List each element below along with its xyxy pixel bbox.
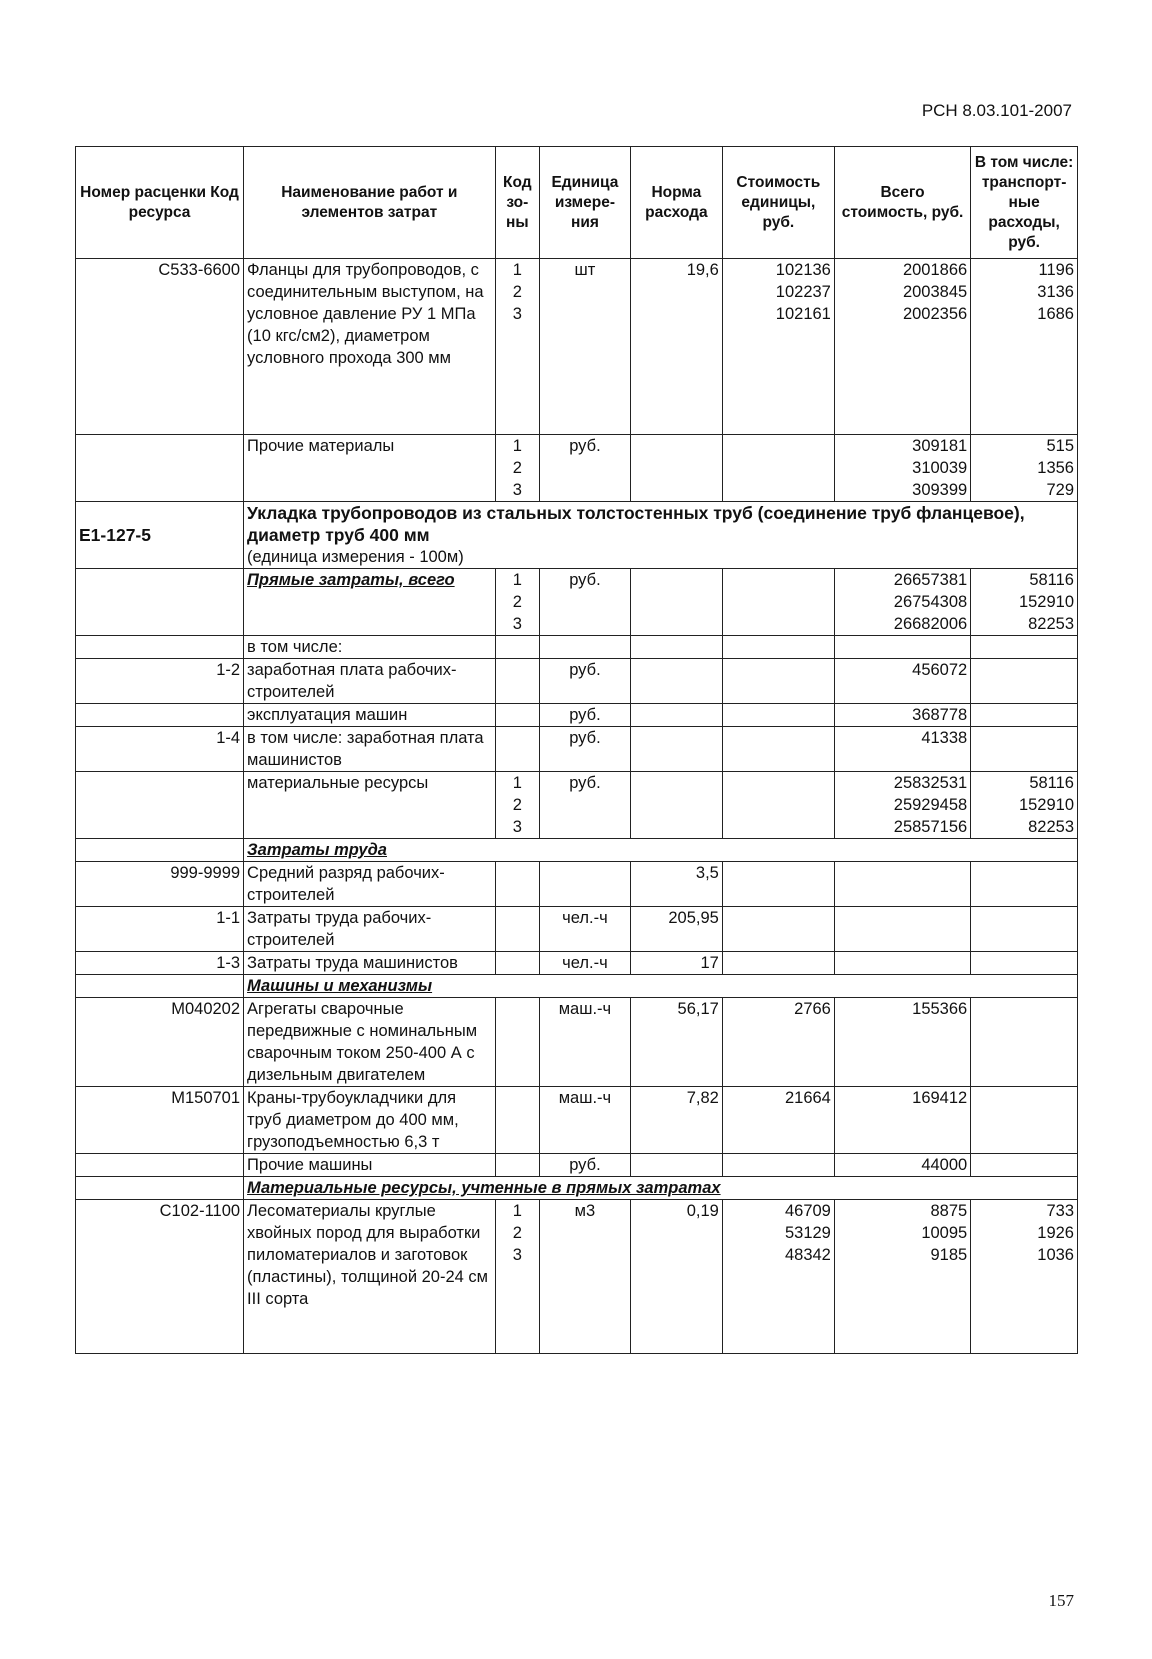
resource-code: 1-1: [76, 907, 244, 952]
norm: 19,6: [630, 259, 722, 435]
rate-measure: (единица измерения - 100м): [247, 548, 464, 566]
resource-code: С102-1100: [76, 1200, 244, 1354]
table-row: [76, 772, 1078, 839]
unit: руб.: [539, 772, 630, 839]
unit-prices: [722, 569, 834, 636]
total-costs: [834, 907, 970, 952]
unit: маш.-ч: [539, 1087, 630, 1154]
norm: [630, 636, 722, 659]
unit: руб.: [539, 435, 630, 502]
zone-codes: 1 2 3: [495, 569, 539, 636]
resource-code: [76, 772, 244, 839]
unit: руб.: [539, 727, 630, 772]
zone-codes: 1 2 3: [495, 1200, 539, 1354]
total-costs: 8875 10095 9185: [834, 1200, 970, 1354]
rate-code: Е1-127-5: [76, 502, 244, 569]
zone-codes: 1 2 3: [495, 772, 539, 839]
table-row: [76, 1154, 1078, 1177]
table-row: [76, 704, 1078, 727]
total-costs: 456072: [834, 659, 970, 704]
unit: [539, 636, 630, 659]
col-header-code: Номер расценки Код ресурса: [76, 147, 244, 259]
transport-costs: 733 1926 1036: [971, 1200, 1078, 1354]
zone-codes: [495, 998, 539, 1087]
table-row: [76, 659, 1078, 704]
resource-code: [76, 975, 244, 998]
section-title-machines: Машины и механизмы: [244, 975, 1078, 998]
zone-codes: [495, 1087, 539, 1154]
zone-codes: 1 2 3: [495, 435, 539, 502]
norm: [630, 727, 722, 772]
section-row: [76, 839, 1078, 862]
total-costs: 2001866 2003845 2002356: [834, 259, 970, 435]
table-row: [76, 1200, 1078, 1354]
unit-price: 2766: [722, 998, 834, 1087]
table-row: [76, 435, 1078, 502]
unit-prices: [722, 1154, 834, 1177]
zone-codes: [495, 862, 539, 907]
resource-code: [76, 636, 244, 659]
unit-prices: 102136 102237 102161: [722, 259, 834, 435]
resource-name: Затраты труда рабочих-строителей: [244, 907, 496, 952]
col-header-total: Всего стоимость, руб.: [834, 147, 970, 259]
resource-code: 1-3: [76, 952, 244, 975]
section-title-labor: Затраты труда: [244, 839, 1078, 862]
resource-code: [76, 839, 244, 862]
resource-code: М040202: [76, 998, 244, 1087]
unit: [539, 862, 630, 907]
resource-name: Средний разряд рабочих-строителей: [244, 862, 496, 907]
section-row: [76, 1177, 1078, 1200]
transport-costs: 58116 152910 82253: [971, 772, 1078, 839]
unit-prices: [722, 727, 834, 772]
resource-code: [76, 569, 244, 636]
resource-code: М150701: [76, 1087, 244, 1154]
total-costs: [834, 862, 970, 907]
unit: шт: [539, 259, 630, 435]
col-header-norm: Норма расхода: [630, 147, 722, 259]
table-row: [76, 1087, 1078, 1154]
zone-codes: [495, 659, 539, 704]
resource-name: эксплуатация машин: [244, 704, 496, 727]
document-code: РСН 8.03.101-2007: [921, 101, 1072, 120]
resource-code: 1-4: [76, 727, 244, 772]
norm: [630, 704, 722, 727]
table-header-row: [76, 147, 1078, 259]
unit: руб.: [539, 704, 630, 727]
table-row: [76, 998, 1078, 1087]
norm: 0,19: [630, 1200, 722, 1354]
transport-costs: [971, 998, 1078, 1087]
section-row: [76, 975, 1078, 998]
total-costs: 41338: [834, 727, 970, 772]
table-row: [76, 727, 1078, 772]
norm: 17: [630, 952, 722, 975]
transport-costs: [971, 704, 1078, 727]
col-header-unit: Единица измере-ния: [539, 147, 630, 259]
table-row: [76, 569, 1078, 636]
norm: [630, 1154, 722, 1177]
total-costs: 25832531 25929458 25857156: [834, 772, 970, 839]
unit: маш.-ч: [539, 998, 630, 1087]
total-costs: 26657381 26754308 26682006: [834, 569, 970, 636]
table-row: [76, 636, 1078, 659]
resource-name: материальные ресурсы: [244, 772, 496, 839]
unit: руб.: [539, 569, 630, 636]
norm: [630, 569, 722, 636]
table-row: [76, 952, 1078, 975]
unit-prices: [722, 907, 834, 952]
norm: 56,17: [630, 998, 722, 1087]
total-cost: 44000: [834, 1154, 970, 1177]
transport-costs: [971, 727, 1078, 772]
unit: чел.-ч: [539, 952, 630, 975]
unit: м3: [539, 1200, 630, 1354]
unit-prices: [722, 862, 834, 907]
transport-costs: [971, 636, 1078, 659]
transport-costs: [971, 1087, 1078, 1154]
unit-prices: [722, 435, 834, 502]
resource-name: Агрегаты сварочные передвижные с номинальным сварочным током 250-400 А с дизельным двигателем: [244, 998, 496, 1087]
norm: 7,82: [630, 1087, 722, 1154]
zone-codes: 1 2 3: [495, 259, 539, 435]
unit: руб.: [539, 659, 630, 704]
total-costs: [834, 636, 970, 659]
transport-costs: 58116 152910 82253: [971, 569, 1078, 636]
zone-codes: [495, 1154, 539, 1177]
zone-codes: [495, 907, 539, 952]
norm: [630, 659, 722, 704]
unit-prices: [722, 704, 834, 727]
transport-costs: 515 1356 729: [971, 435, 1078, 502]
zone-codes: [495, 952, 539, 975]
norm: 205,95: [630, 907, 722, 952]
transport-costs: 1196 3136 1686: [971, 259, 1078, 435]
transport-costs: [971, 907, 1078, 952]
total-costs: 368778: [834, 704, 970, 727]
rate-description: [244, 502, 1078, 569]
total-cost: 155366: [834, 998, 970, 1087]
resource-name: Краны-трубоукладчики для труб диаметром до 400 мм, грузоподъемностью 6,3 т: [244, 1087, 496, 1154]
transport-costs: [971, 659, 1078, 704]
page-number: 157: [1048, 1591, 1074, 1610]
resource-code: С533-6600: [76, 259, 244, 435]
total-cost: 169412: [834, 1087, 970, 1154]
zone-codes: [495, 727, 539, 772]
resource-code: 1-2: [76, 659, 244, 704]
table-row: [76, 907, 1078, 952]
direct-costs-label: Прямые затраты, всего: [244, 569, 496, 636]
resource-name: Затраты труда машинистов: [244, 952, 496, 975]
transport-costs: [971, 862, 1078, 907]
resource-code: [76, 1177, 244, 1200]
zone-codes: [495, 704, 539, 727]
unit-prices: [722, 952, 834, 975]
resource-name: Прочие материалы: [244, 435, 496, 502]
rate-heading-row: [76, 502, 1078, 569]
rate-title: Укладка трубопроводов из стальных толстостенных труб (соединение труб фланцевое), диаметр труб 400 мм: [247, 503, 1025, 545]
col-header-zone: Код зо-ны: [495, 147, 539, 259]
resource-name: Прочие машины: [244, 1154, 496, 1177]
col-header-transport: В том числе: транспорт-ные расходы, руб.: [971, 147, 1078, 259]
unit-prices: 46709 53129 48342: [722, 1200, 834, 1354]
resource-name: Фланцы для трубопроводов, с соединительным выступом, на условное давление РУ 1 МПа (10 кгс/см2), диаметром условного прохода 300 мм: [244, 259, 496, 435]
norm: [630, 435, 722, 502]
rates-table: [75, 146, 1078, 1354]
resource-name: заработная плата рабочих-строителей: [244, 659, 496, 704]
table-row: [76, 862, 1078, 907]
transport-costs: [971, 1154, 1078, 1177]
col-header-name: Наименование работ и элементов затрат: [244, 147, 496, 259]
section-title-materials: Материальные ресурсы, учтенные в прямых затратах: [244, 1177, 1078, 1200]
unit: руб.: [539, 1154, 630, 1177]
col-header-price: Стоимость единицы, руб.: [722, 147, 834, 259]
unit-prices: [722, 636, 834, 659]
transport-costs: [971, 952, 1078, 975]
norm: [630, 772, 722, 839]
total-costs: 309181 310039 309399: [834, 435, 970, 502]
resource-name: Лесоматериалы круглые хвойных пород для выработки пиломатериалов и заготовок (пластины), толщиной 20-24 см III сорта: [244, 1200, 496, 1354]
unit-prices: [722, 659, 834, 704]
resource-name: в том числе: заработная плата машинистов: [244, 727, 496, 772]
total-costs: [834, 952, 970, 975]
resource-code: 999-9999: [76, 862, 244, 907]
resource-code: [76, 704, 244, 727]
unit-price: 21664: [722, 1087, 834, 1154]
zone-codes: [495, 636, 539, 659]
unit-prices: [722, 772, 834, 839]
norm: 3,5: [630, 862, 722, 907]
resource-code: [76, 435, 244, 502]
resource-code: [76, 1154, 244, 1177]
unit: чел.-ч: [539, 907, 630, 952]
resource-name: в том числе:: [244, 636, 496, 659]
table-row: [76, 259, 1078, 435]
